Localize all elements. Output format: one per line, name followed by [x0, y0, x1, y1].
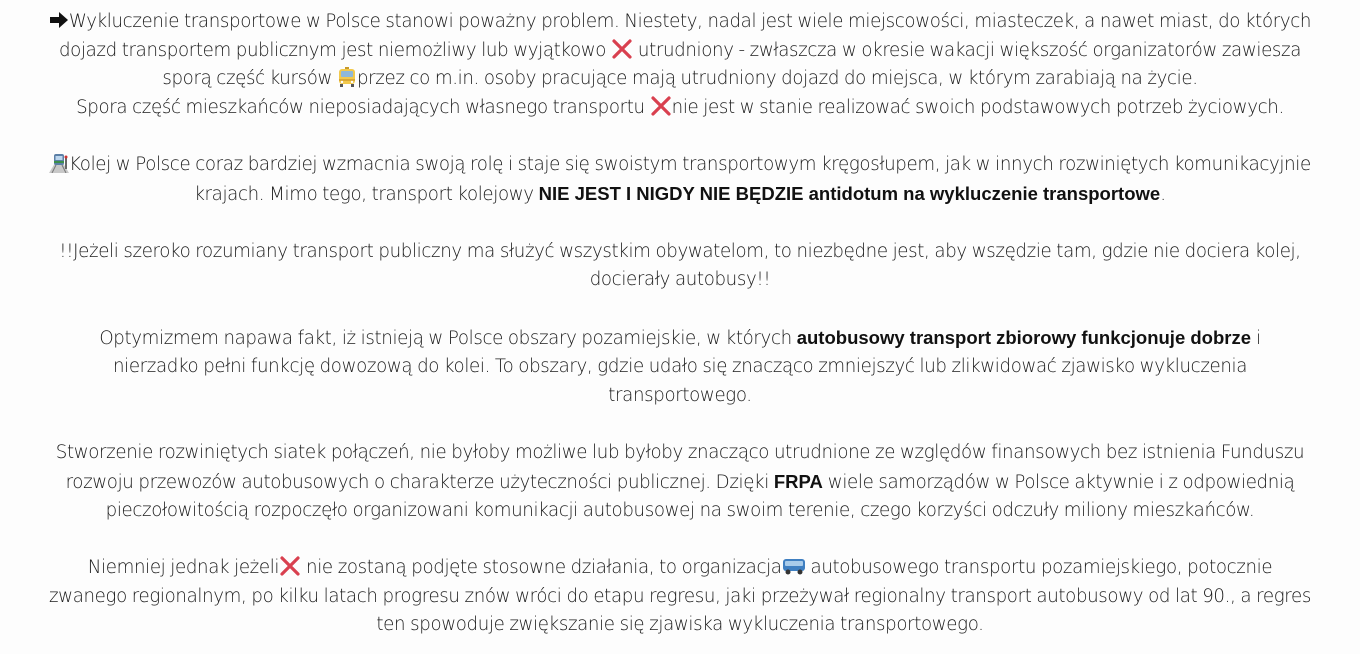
- paragraph-buses-where-no-rail: [14, 238, 1346, 295]
- text-line: krajach. Mimo tego, transport kolejowy NIE JEST I NIGDY NIE BĘDZIE antidotum na wykluczenie transportowe.: [194, 182, 1166, 205]
- paragraph-rail-role: [14, 151, 1346, 209]
- text-line: Spora część mieszkańców nieposiadających własnego transportu nie jest w stanie realizować swoich podstawowych potrzeb życiowych.: [76, 96, 1284, 118]
- emphasis-text: NIE JEST I NIGDY NIE BĘDZIE antidotum na wykluczenie transportowe: [538, 182, 1161, 204]
- text-line: rozwoju przewozów autobusowych o charakterze użyteczności publicznej. Dzięki FRPA wiele samorządów w Polsce aktywnie i z odpowiednią: [65, 470, 1295, 493]
- text-line: Optymizmem napawa fakt, iż istnieją w Polsce obszary pozamiejskie, w których autobusowy transport zbiorowy funkcjonuje dobrze i: [99, 326, 1261, 349]
- cross-mark-icon: [650, 96, 672, 116]
- paragraph-regression-warning: [14, 554, 1346, 640]
- arrow-right-icon: [49, 10, 69, 28]
- text-line: pieczołowitością rozpoczęło organizowani komunikacji autobusowej na swoim terenie, czego korzyści odczuły miliony mieszkańców.: [105, 500, 1255, 522]
- text-line: Wykluczenie transportowe w Polsce stanowi poważny problem. Niestety, nadal jest wiele miejscowości, miasteczek, a nawet miast, do których: [14, 8, 1346, 37]
- paragraph-optimism: [14, 324, 1346, 411]
- paragraph-exclusion-problem: [14, 8, 1346, 122]
- text-line: zwanego regionalnym, po kilku latach progresu znów wróci do etapu regresu, jaki przeżywał regionalny transport autobusowy od lat 90., a regres: [48, 585, 1311, 607]
- text-line: Niemniej jednak jeżeli nie zostaną podjęte stosowne działania, to organizacja autobusowego transportu pozamiejskiego, potocznie: [87, 557, 1273, 579]
- train-front-icon: [49, 153, 69, 173]
- bus-side-icon: [782, 556, 806, 576]
- emphasis-text: FRPA: [773, 470, 823, 492]
- text-line: !!Jeżeli szeroko rozumiany transport publiczny ma służyć wszystkim obywatelom, to niezbędne jest, aby wszędzie tam, gdzie nie dociera kolej,: [59, 240, 1301, 262]
- text-line: dojazd transportem publicznym jest niemożliwy lub wyjątkowo utrudniony - zwłaszcza w okresie wakacji większość organizatorów zawiesza: [58, 39, 1302, 61]
- text-line: sporą część kursów przez co m.in. osoby pracujące mają utrudniony dojazd do miejsca, w którym zarabiają na życie.: [162, 68, 1198, 90]
- text-line: transportowego.: [608, 384, 752, 406]
- cross-mark-icon: [611, 39, 633, 59]
- bus-front-icon: [337, 67, 357, 87]
- emphasis-text: autobusowy transport zbiorowy funkcjonuje dobrze: [796, 326, 1252, 348]
- text-line: ten spowoduje zwiększanie się zjawiska wykluczenia transportowego.: [376, 614, 984, 636]
- paragraph-frpa-fund: [14, 439, 1346, 526]
- text-line: Stworzenie rozwiniętych siatek połączeń, nie byłoby możliwe lub byłoby znacząco utrudnione ze względów finansowych bez istnienia Funduszu: [55, 441, 1305, 463]
- text-line: docierały autobusy!!: [589, 269, 771, 291]
- text-line: nierzadko pełni funkcję dowozową do kolei. To obszary, gdzie udało się znacząco zmniejszyć lub zlikwidować zjawisko wykluczenia: [112, 356, 1248, 378]
- text-line: Kolej w Polsce coraz bardziej wzmacnia swoją rolę i staje się swoistym transportowym kręgosłupem, jak w innych rozwiniętych komunikacyjnie: [14, 151, 1346, 180]
- cross-mark-icon: [279, 556, 301, 576]
